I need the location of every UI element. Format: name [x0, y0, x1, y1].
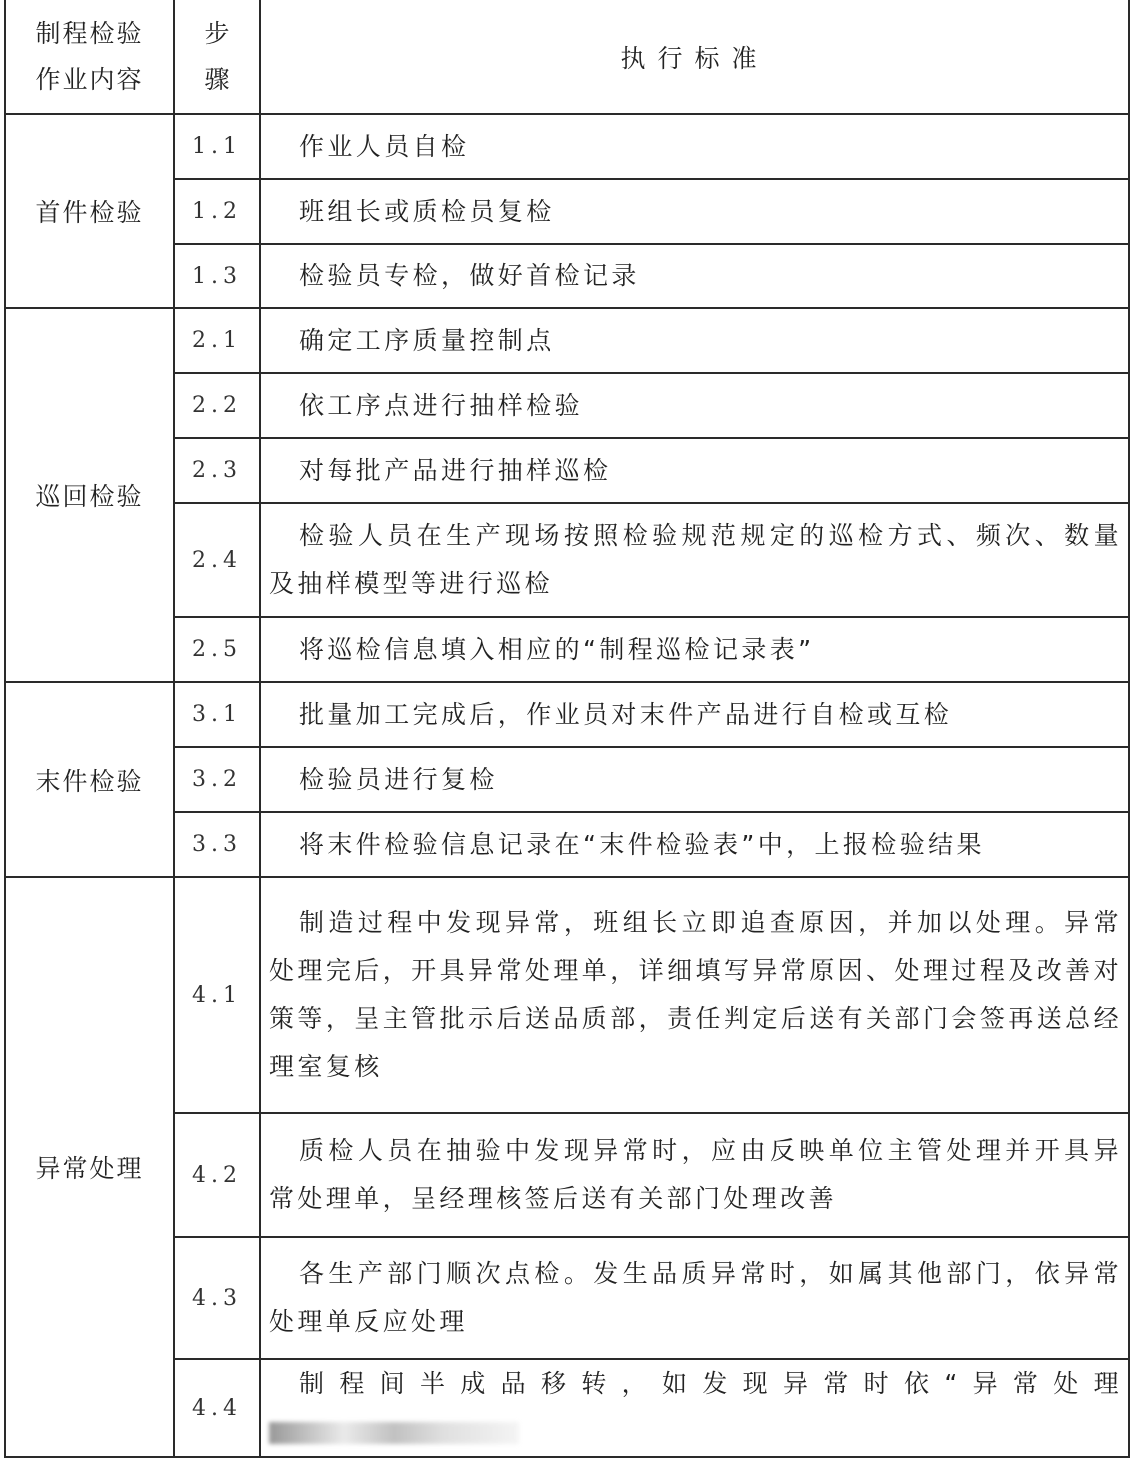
table-row	[5, 244, 1129, 308]
standard-text: 将巡检信息填入相应的“制程巡检记录表”	[299, 634, 815, 664]
step-number: 4.2	[174, 1113, 260, 1237]
standard-text-cell	[260, 877, 1129, 1113]
watermark-blur	[269, 1422, 519, 1444]
step-number: 2.5	[174, 617, 260, 682]
category-cell: 首件检验	[5, 114, 174, 308]
table-row	[5, 617, 1129, 682]
standard-text: 依工序点进行抽样检验	[299, 390, 584, 420]
standard-text: 班组长或质检员复检	[299, 196, 555, 226]
standard-text-cell	[260, 747, 1129, 812]
step-number: 4.3	[174, 1237, 260, 1359]
standard-text: 确定工序质量控制点	[299, 325, 555, 355]
standard-text: 作业人员自检	[299, 131, 470, 161]
header-step-line2: 骤	[204, 64, 230, 94]
table-row	[5, 877, 1129, 1113]
standard-text-cell	[260, 114, 1129, 179]
standard-text-cell	[260, 1237, 1129, 1359]
table-row	[5, 438, 1129, 503]
standard-text-cell	[260, 373, 1129, 438]
step-number: 2.1	[174, 308, 260, 373]
standard-text: 质检人员在抽验中发现异常时，应由反映单位主管处理并开具异常处理单，呈经理核签后送有关部门处理改善	[269, 1136, 1122, 1213]
step-number: 2.3	[174, 438, 260, 503]
standard-text: 各生产部门顺次点检。发生品质异常时，如属其他部门，依异常处理单反应处理	[269, 1259, 1122, 1336]
step-number: 2.2	[174, 373, 260, 438]
standard-text: 检验员专检，做好首检记录	[299, 261, 640, 290]
table-row	[5, 1237, 1129, 1359]
header-category-line1: 制程检验	[35, 18, 144, 48]
standard-text: 检验员进行复检	[299, 764, 498, 794]
category-cell: 巡回检验	[5, 308, 174, 682]
standard-text-cell	[260, 812, 1129, 877]
table-row	[5, 373, 1129, 438]
step-number: 2.4	[174, 503, 260, 617]
standard-text-cell	[260, 682, 1129, 747]
step-number: 4.4	[174, 1359, 260, 1457]
category-cell: 末件检验	[5, 682, 174, 877]
standard-text: 检验人员在生产现场按照检验规范规定的巡检方式、频次、数量及抽样模型等进行巡检	[269, 521, 1122, 598]
header-category-line2: 作业内容	[35, 64, 144, 94]
standard-text: 将末件检验信息记录在“末件检验表”中，上报检验结果	[299, 829, 985, 859]
standard-text-cell	[260, 438, 1129, 503]
standard-text-cell	[260, 617, 1129, 682]
standard-text: 制程间半成品移转，如发现异常时依“异常处理	[299, 1369, 1122, 1398]
header-category	[5, 0, 174, 114]
header-step-line1: 步	[204, 18, 230, 48]
header-step	[174, 0, 260, 114]
standard-text-cell	[260, 244, 1129, 308]
table-row	[5, 1113, 1129, 1237]
step-number: 1.3	[174, 244, 260, 308]
table-row	[5, 1359, 1129, 1457]
standard-text-cell	[260, 1359, 1129, 1457]
header-standard: 执行标准	[260, 0, 1129, 114]
standard-text: 批量加工完成后，作业员对末件产品进行自检或互检	[299, 699, 953, 729]
step-number: 4.1	[174, 877, 260, 1113]
table-row	[5, 503, 1129, 617]
standard-text: 制造过程中发现异常，班组长立即追查原因，并加以处理。异常处理完后，开具异常处理单，详细填写异常原因、处理过程及改善对策等，呈主管批示后送品质部，责任判定后送有关部门会签再送总经理室复核	[269, 908, 1122, 1081]
standard-text: 对每批产品进行抽样巡检	[299, 455, 612, 485]
table-row	[5, 747, 1129, 812]
standard-text-cell	[260, 308, 1129, 373]
category-cell: 异常处理	[5, 877, 174, 1457]
table-row	[5, 308, 1129, 373]
table-row	[5, 682, 1129, 747]
standard-text-cell	[260, 503, 1129, 617]
step-number: 3.3	[174, 812, 260, 877]
standard-text-cell	[260, 1113, 1129, 1237]
inspection-standards-table	[4, 0, 1130, 1458]
header-row	[5, 0, 1129, 114]
standard-text-cell	[260, 179, 1129, 244]
table-row	[5, 114, 1129, 179]
step-number: 1.2	[174, 179, 260, 244]
step-number: 1.1	[174, 114, 260, 179]
table-row	[5, 179, 1129, 244]
step-number: 3.2	[174, 747, 260, 812]
step-number: 3.1	[174, 682, 260, 747]
table-row	[5, 812, 1129, 877]
